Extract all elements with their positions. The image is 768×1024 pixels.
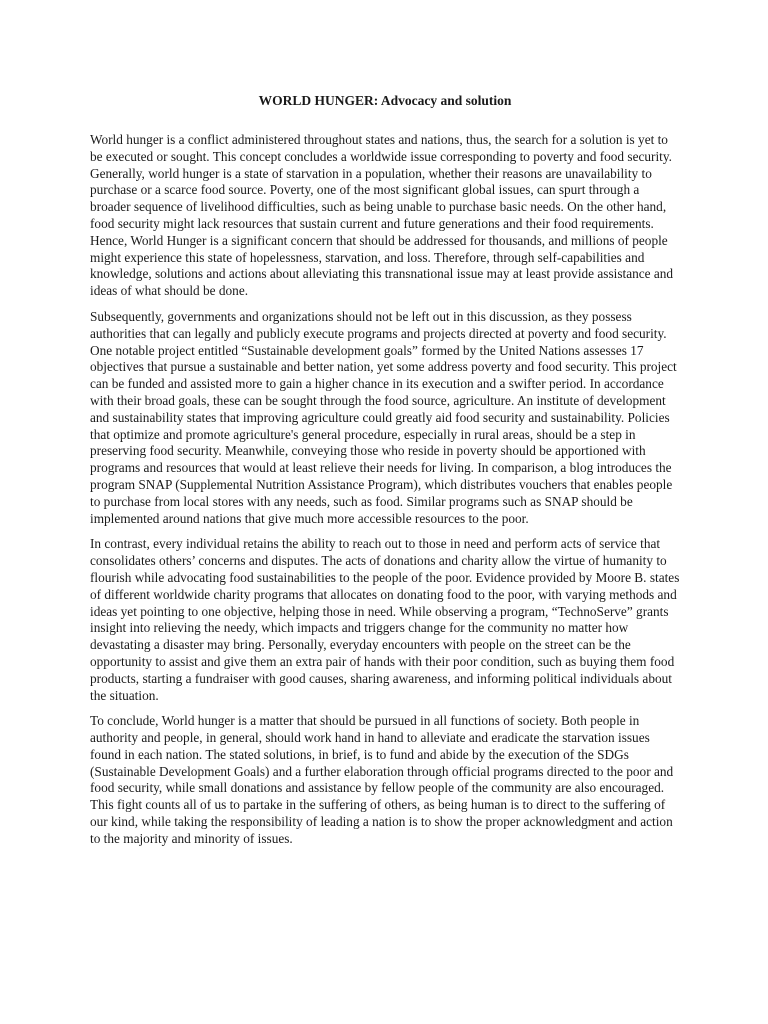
document-title-main: WORLD HUNGER: <box>258 93 379 108</box>
paragraph-conclusion: To conclude, World hunger is a matter that should be pursued in all functions of society. Both people in authority and people, in general, should work hand in hand to alleviate and eradicate the starvation issues found in each nation. The stated solutions, in brief, is to fund and abide by the execution of the SDGs (Sustainable Development Goals) and a further elaboration through official programs directed to the poor and food security, while small donations and assistance by fellow people of the community are also encouraged. This fight counts all of us to partake in the suffering of others, as being human is to direct to the suffering of our kind, while taking the responsibility of leading a nation is to show the proper acknowledgment and action to the majority and minority of issues. <box>90 713 674 846</box>
document-title-subtitle: Advocacy and solution <box>378 93 512 108</box>
paragraph-individuals: In contrast, every individual retains the ability to reach out to those in need and perform acts of service that consolidates others’ concerns and disputes. The acts of donations and charity allow the virtue of humanity to flourish while advocating food sustainabilities to the people of the poor. Evidence provided by Moore B. states of different worldwide charity programs that allocates on donating food to the poor, with varying methods and ideas yet pointing to one objective, helping those in need. While observing a program, “TechnoServe” grants insight into relieving the needy, which impacts and triggers change for the community no matter how devastating a disaster may bring. Personally, everyday encounters with people on the street can be the opportunity to assist and give them an extra pair of hands with their poor condition, such as buying them food products, starting a fundraiser with good causes, sharing awareness, and informing political individuals about the situation. <box>90 536 680 703</box>
paragraph-introduction: World hunger is a conflict administered throughout states and nations, thus, the search for a solution is yet to be executed or sought. This concept concludes a worldwide issue corresponding to poverty and food security. Generally, world hunger is a state of starvation in a population, whether their reasons are unavailability to purchase or a scarce food source. Poverty, one of the most significant global issues, can spurt through a broader sequence of livelihood difficulties, such as being unable to purchase basic needs. On the other hand, food security might lack resources that sustain current and future generations and their food requirements. Hence, World Hunger is a significant concern that should be addressed for thousands, and millions of people might experience this state of hopelessness, starvation, and loss. Therefore, through self-capabilities and knowledge, solutions and actions about alleviating this transnational issue may at least provide assistance and ideas of what should be done. <box>90 132 674 299</box>
paragraph-governments: Subsequently, governments and organizations should not be left out in this discussion, as they possess authorities that can legally and publicly execute programs and projects directed at poverty and food security. One notable project entitled “Sustainable development goals” formed by the United Nations assesses 17 objectives that pursue a sustainable and better nation, yet some address poverty and food security. This project can be funded and assisted more to gain a higher chance in its execution and a swifter period. In accordance with their broad goals, these can be sought through the food source, agriculture. An institute of development and sustainability states that improving agriculture could greatly aid food security and sustainability. Policies that optimize and promote agriculture's general procedure, especially in rural areas, should be a step in preserving food security. Meanwhile, conveying those who reside in poverty should be apportioned with programs and resources that would at least relieve their needs for living. In comparison, a blog introduces the program SNAP (Supplemental Nutrition Assistance Program), which distributes vouchers that enables people to purchase from local stores with any needs, such as food. Similar programs such as SNAP should be implemented around nations that give much more accessible resources to the poor. <box>90 308 677 526</box>
document-title <box>90 93 680 109</box>
